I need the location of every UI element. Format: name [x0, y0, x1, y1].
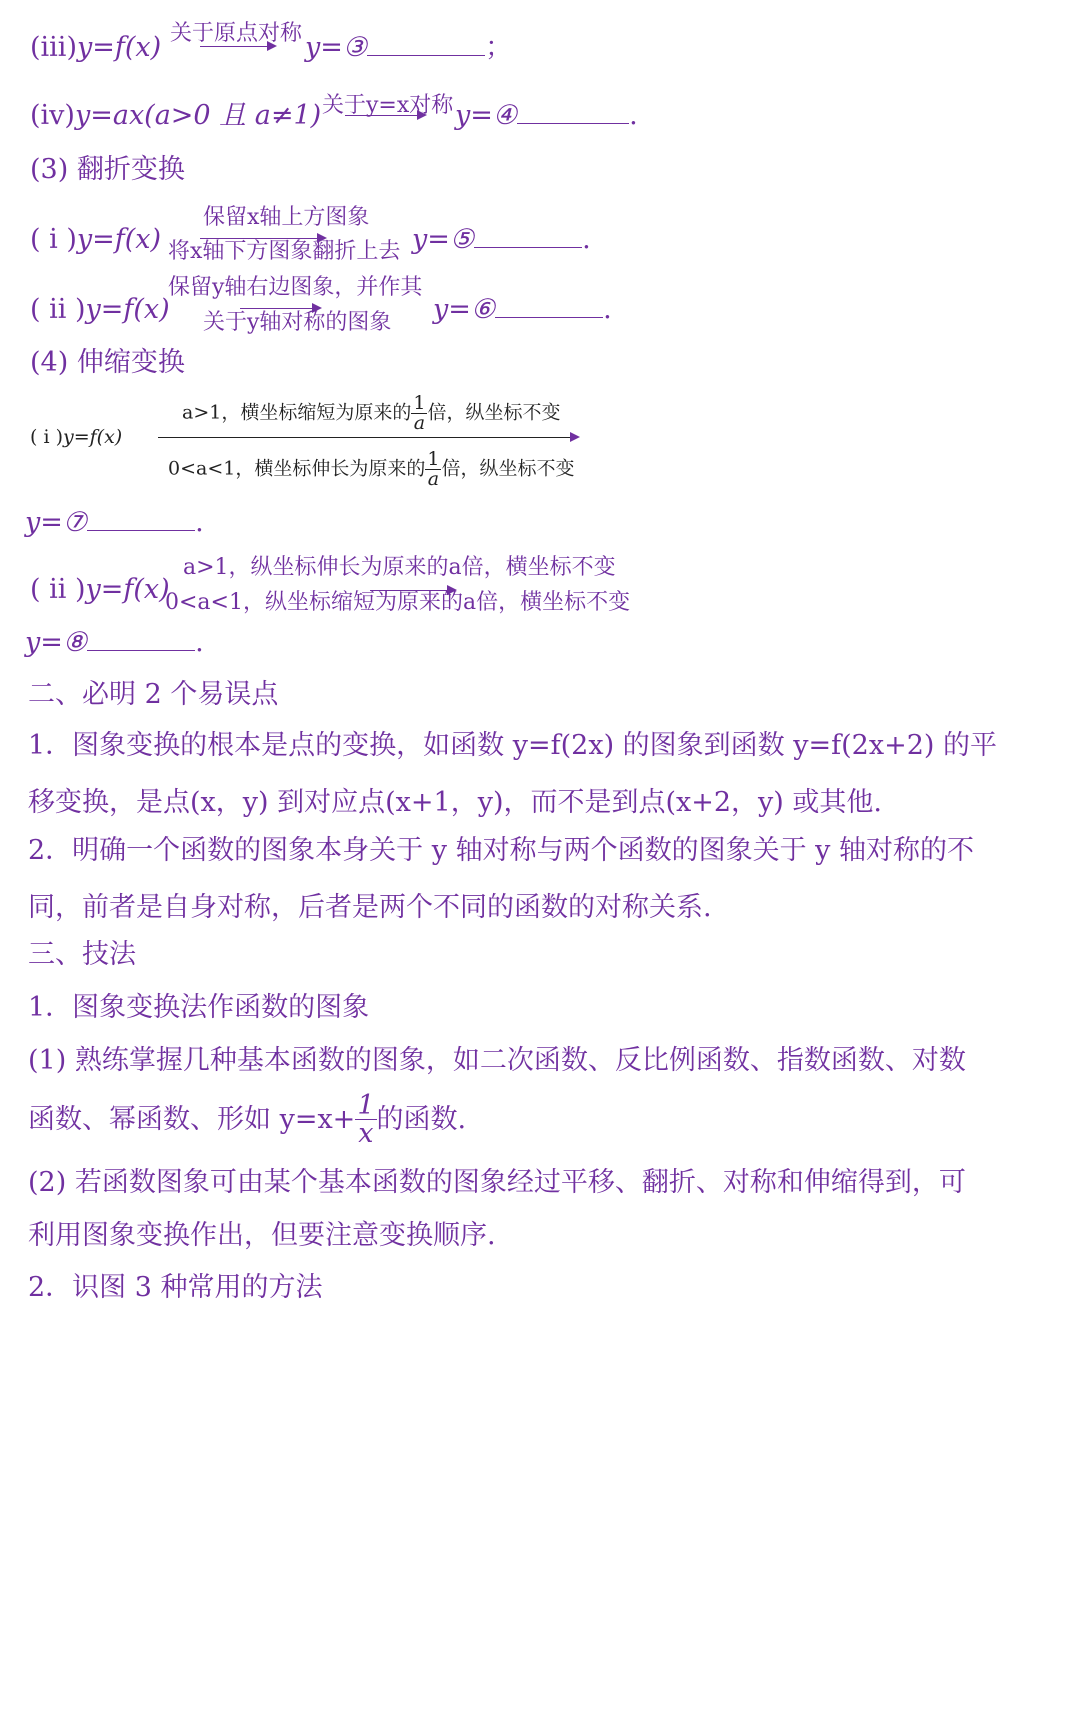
pitfall-1-line-1: 1．图象变换的根本是点的变换，如函数 y=f(2x) 的图象到函数 y=f(2x+2) 的平	[28, 730, 997, 761]
technique-1-2-line-2: 利用图象变换作出，但要注意变换顺序.	[28, 1220, 496, 1251]
label-scale-ii: ( ii )	[30, 574, 86, 605]
heading-fold: (3) 翻折变换	[30, 154, 185, 185]
rhs-fold-i: y=⑤	[412, 224, 475, 255]
line-scale-i	[30, 426, 122, 448]
fold-ii-below: 关于y轴对称的图象	[203, 310, 392, 335]
arrow-iii	[200, 46, 275, 47]
rhs-fold-ii: y=⑥	[433, 294, 496, 325]
line-fold-ii	[30, 292, 170, 328]
lhs-iii: y=f(x)	[76, 32, 162, 63]
lhs-iv: y=ax(a>0 且 a≠1)	[74, 100, 322, 131]
label-iv: (iv)	[30, 100, 75, 131]
result-fold-ii	[433, 292, 612, 328]
arrow-iv	[345, 115, 425, 116]
rhs-8: y=⑧	[25, 627, 88, 658]
frac-one-over-a-bottom	[425, 450, 441, 489]
blank-6	[495, 293, 603, 318]
end-iii: ；	[485, 32, 513, 63]
fold-i-above: 保留x轴上方图象	[203, 205, 370, 230]
blank-4	[517, 99, 629, 124]
lhs-fold-ii: y=f(x)	[85, 294, 170, 325]
technique-1-1-line-1: (1) 熟练掌握几种基本函数的图象，如二次函数、反比例函数、指数函数、对数	[28, 1045, 966, 1076]
label-fold-i: ( i )	[30, 224, 77, 255]
pitfall-2-line-2: 同，前者是自身对称，后者是两个不同的函数的对称关系.	[28, 892, 712, 923]
technique-1: 1．图象变换法作函数的图象	[28, 992, 370, 1023]
pitfall-1-line-2: 移变换，是点(x，y) 到对应点(x+1，y)，而不是到点(x+2，y) 或其他.	[28, 787, 882, 818]
fold-ii-above: 保留y轴右边图象，并作其	[168, 275, 423, 300]
frac-one-over-x	[355, 1092, 376, 1147]
fold-i-below: 将x轴下方图象翻折上去	[168, 239, 401, 264]
label-fold-ii: ( ii )	[30, 294, 86, 325]
line-iv	[30, 98, 321, 134]
scale-i-below-b: 倍，纵坐标不变	[441, 457, 575, 480]
pitfall-1	[28, 717, 1048, 831]
scale-i-above-a: a>1，横坐标缩短为原来的	[182, 401, 412, 424]
end-fold-ii: .	[603, 294, 612, 325]
technique-1-2-line-1: (2) 若函数图象可由某个基本函数的图象经过平移、翻折、对称和伸缩得到，可	[28, 1167, 966, 1198]
line-fold-i	[30, 222, 161, 258]
line-scale-ii	[30, 572, 170, 608]
end-8: .	[195, 627, 204, 658]
heading-techniques: 三、技法	[28, 939, 136, 970]
end-iv: .	[629, 100, 638, 131]
scale-ii-above: a>1，纵坐标伸长为原来的a倍，横坐标不变	[183, 555, 616, 580]
lhs-scale-i: y=f(x)	[62, 426, 123, 448]
frac-num-top: 1	[413, 392, 426, 414]
heading-scale: (4) 伸缩变换	[30, 347, 185, 378]
blank-3	[367, 31, 485, 56]
t1b-pre: 函数、幂函数、形如 y=x+	[28, 1104, 356, 1135]
scale-ii-below: 0<a<1，纵坐标缩短为原来的a倍，横坐标不变	[165, 590, 631, 615]
arrow-label-iv: 关于y=x对称	[322, 93, 454, 118]
arrow-scale-i	[158, 437, 578, 438]
rhs-7: y=⑦	[25, 507, 88, 538]
frac-one-over-a-top	[411, 394, 427, 433]
frac-den-top: a	[413, 412, 426, 434]
end-fold-i: .	[582, 224, 591, 255]
lhs-scale-ii: y=f(x)	[85, 574, 170, 605]
line-iii	[30, 30, 161, 66]
scale-i-above-b: 倍，纵坐标不变	[427, 401, 561, 424]
label-scale-i: ( i )	[30, 426, 63, 448]
end-7: .	[195, 507, 204, 538]
frac-num-x: 1	[357, 1090, 375, 1121]
technique-1-1-line-2	[28, 1092, 466, 1147]
result-iv	[455, 98, 638, 134]
pitfall-2	[28, 822, 1048, 936]
result-iii	[305, 30, 512, 66]
frac-den-bottom: a	[427, 468, 440, 490]
t1b-post: 的函数.	[376, 1104, 467, 1135]
scale-i-below-a: 0<a<1，横坐标伸长为原来的	[168, 457, 426, 480]
arrow-label-iii: 关于原点对称	[170, 21, 303, 46]
heading-pitfalls: 二、必明 2 个易误点	[28, 679, 279, 710]
label-iii: (iii)	[30, 32, 77, 63]
frac-num-bottom: 1	[427, 448, 440, 470]
technique-2: 2．识图 3 种常用的方法	[28, 1272, 323, 1303]
rhs-iii: y=③	[305, 32, 368, 63]
result-fold-i	[412, 222, 591, 258]
blank-7	[87, 506, 195, 531]
blank-5	[474, 223, 582, 248]
scale-i-below	[168, 450, 574, 489]
rhs-iv: y=④	[455, 100, 518, 131]
result-7	[25, 505, 204, 541]
result-8	[25, 625, 204, 661]
lhs-fold-i: y=f(x)	[76, 224, 162, 255]
frac-den-x: x	[358, 1118, 374, 1149]
blank-8	[87, 626, 195, 651]
scale-i-above	[182, 394, 560, 433]
pitfall-2-line-1: 2．明确一个函数的图象本身关于 y 轴对称与两个函数的图象关于 y 轴对称的不	[28, 835, 975, 866]
